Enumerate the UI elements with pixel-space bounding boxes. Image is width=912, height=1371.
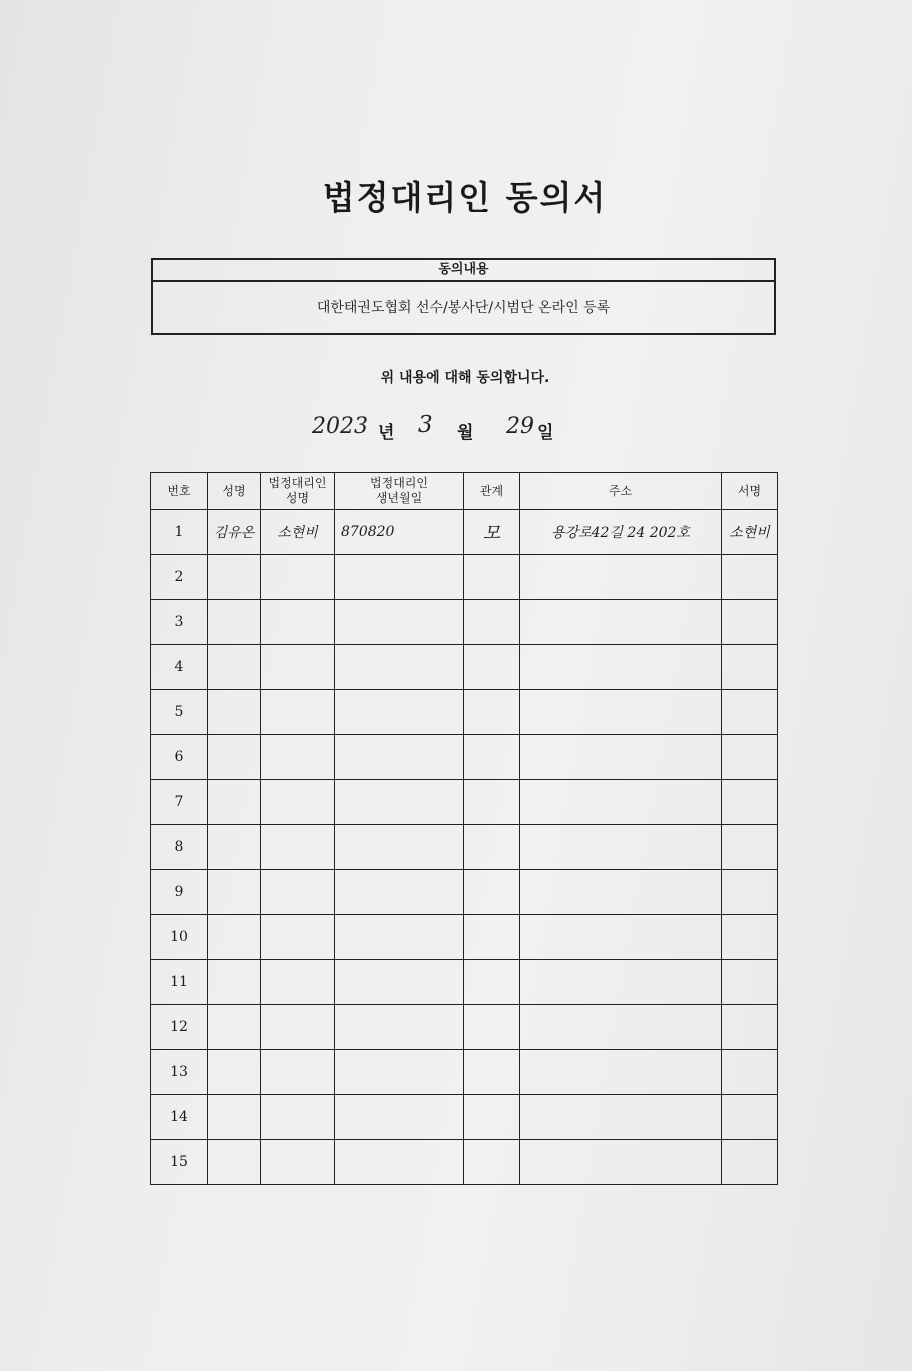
row-signature: 소현비 (722, 510, 778, 555)
table-row (151, 555, 778, 600)
row-no: 3 (151, 600, 208, 645)
row-no: 10 (151, 915, 208, 960)
date-year-label: 년 (378, 423, 395, 443)
table-row (151, 960, 778, 1005)
row-guardian-birth: 870820 (335, 510, 464, 555)
header-relation: 관계 (464, 473, 520, 510)
row-name: 김유온 (208, 510, 261, 555)
row-relation: 모 (464, 510, 520, 555)
table-row (151, 690, 778, 735)
consent-content: 대한태권도협회 선수/봉사단/시범단 온라인 등록 (316, 300, 611, 316)
row-no: 13 (151, 1050, 208, 1095)
table-row (151, 870, 778, 915)
header-guardian-name-line1: 법정대리인 (268, 476, 327, 490)
row-address: 용강로42길 24 202호 (520, 510, 722, 555)
table-row (151, 645, 778, 690)
table-row (151, 915, 778, 960)
date-month: 3 (418, 412, 433, 438)
row-no: 12 (151, 1005, 208, 1050)
header-guardian-birth (335, 473, 464, 510)
table-row (151, 825, 778, 870)
table-row (151, 780, 778, 825)
header-guardian-name (261, 473, 335, 510)
header-no: 번호 (151, 473, 208, 510)
row-no: 7 (151, 780, 208, 825)
date-month-label: 월 (457, 423, 474, 443)
row-no: 9 (151, 870, 208, 915)
row-no: 11 (151, 960, 208, 1005)
header-guardian-birth-line1: 법정대리인 (370, 476, 428, 490)
table-row (151, 735, 778, 780)
row-no: 5 (151, 690, 208, 735)
header-name: 성명 (208, 473, 261, 510)
table-row (151, 1095, 778, 1140)
row-no: 4 (151, 645, 208, 690)
row-no: 2 (151, 555, 208, 600)
row-no: 14 (151, 1095, 208, 1140)
row-no: 6 (151, 735, 208, 780)
header-signature: 서명 (722, 473, 778, 510)
header-guardian-birth-line2: 생년월일 (375, 491, 423, 505)
header-address: 주소 (520, 473, 722, 510)
consent-box (151, 258, 776, 335)
agreement-statement: 위 내용에 대해 동의합니다. (380, 370, 550, 386)
row-no: 8 (151, 825, 208, 870)
consent-header: 동의내용 (153, 260, 774, 282)
table-row (151, 1050, 778, 1095)
document-title: 법정대리인 동의서 (322, 178, 608, 217)
row-no: 1 (151, 510, 208, 555)
date-day-label: 일 (537, 423, 554, 443)
row-no: 15 (151, 1140, 208, 1185)
table-row (151, 1005, 778, 1050)
table-header-row (151, 473, 778, 510)
table-row (151, 1140, 778, 1185)
table-row (151, 510, 778, 555)
date-day: 29 (506, 414, 534, 439)
table-row (151, 600, 778, 645)
date-year: 2023 (312, 414, 368, 439)
row-guardian-name: 소현비 (261, 510, 335, 555)
registration-table (150, 472, 778, 1185)
header-guardian-name-line2: 성명 (285, 491, 310, 505)
date-row (0, 408, 912, 448)
